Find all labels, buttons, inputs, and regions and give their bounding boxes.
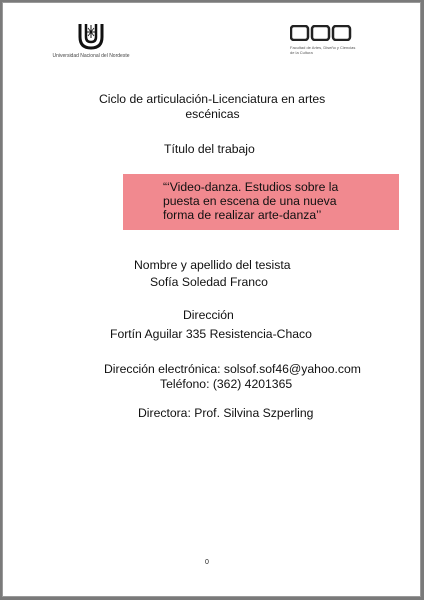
document-page [2, 2, 421, 597]
author-name: Sofía Soledad Franco [150, 275, 268, 289]
director-line: Directora: Prof. Silvina Szperling [138, 406, 314, 420]
page-number: 0 [205, 559, 209, 566]
address-value: Fortín Aguilar 335 Resistencia-Chaco [110, 327, 312, 341]
program-line-1: Ciclo de articulación-Licenciatura en artes [99, 92, 326, 106]
faculty-logo [290, 25, 360, 55]
work-title: “‘Video-danza. Estudios sobre la puesta en escena de una nueva forma de realizar arte-danza’’ [163, 180, 339, 222]
program-line-2: escénicas [185, 107, 240, 121]
address-label: Dirección [183, 308, 234, 322]
unne-emblem-icon [76, 21, 106, 51]
work-title-label: Título del trabajo [164, 142, 255, 156]
unne-logo [51, 21, 131, 59]
faculty-emblem-icon [290, 25, 352, 41]
author-label: Nombre y apellido del tesista [134, 258, 291, 272]
faculty-logo-caption: Facultad de Artes, Diseño y Ciencias de la Cultura [290, 45, 356, 55]
phone-line: Teléfono: (362) 4201365 [160, 377, 293, 391]
unne-logo-caption: Universidad Nacional del Nordeste [52, 53, 130, 59]
email-line: Dirección electrónica: solsof.sof46@yahoo.com [104, 362, 361, 376]
